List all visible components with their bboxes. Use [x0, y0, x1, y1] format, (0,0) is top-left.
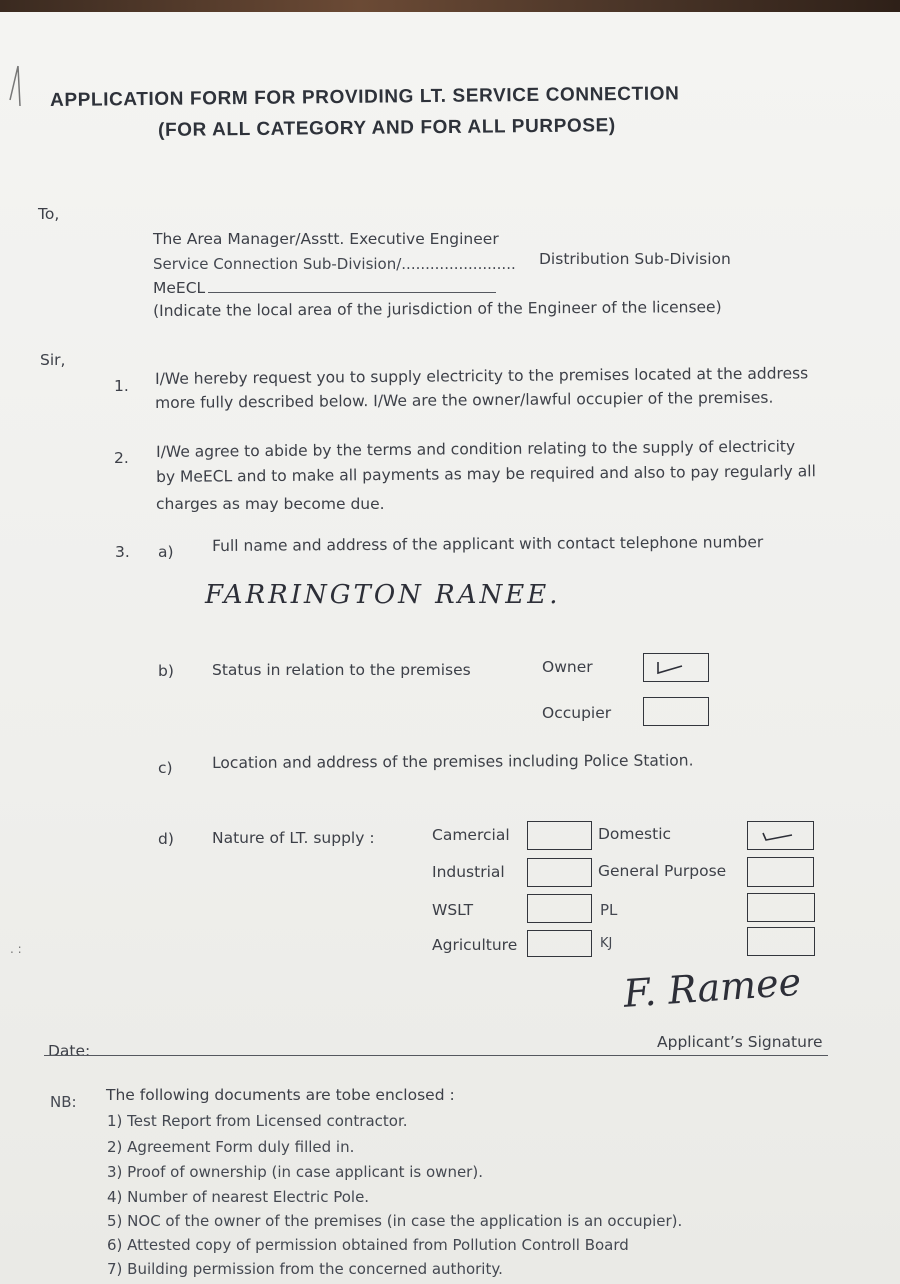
form-title-line1: APPLICATION FORM FOR PROVIDING LT. SERVICE CONNECTION	[50, 83, 680, 111]
item3d-text: Nature of LT. supply :	[212, 829, 375, 847]
to-label: To,	[38, 205, 60, 223]
agriculture-checkbox[interactable]	[527, 930, 592, 957]
addressee-line4: (Indicate the local area of the jurisdiction of the Engineer of the licensee)	[153, 298, 722, 320]
option-wslt-label: WSLT	[432, 901, 474, 919]
form-page	[0, 12, 900, 1284]
option-domestic-label: Domestic	[598, 825, 672, 843]
para1-line1: I/We hereby request you to supply electricity to the premises located at the address	[155, 364, 809, 388]
item3a-text: Full name and address of the applicant with contact telephone number	[212, 533, 764, 555]
corner-pencil-mark	[4, 60, 34, 115]
item3d-label: d)	[158, 830, 174, 848]
addressee-line2b: Distribution Sub-Division	[539, 250, 731, 268]
item3b-text: Status in relation to the premises	[212, 661, 471, 679]
para1-line2: more fully described below. I/We are the owner/lawful occupier of the premises.	[155, 388, 774, 412]
item3c-label: c)	[158, 759, 173, 777]
form-title-line2: (FOR ALL CATEGORY AND FOR ALL PURPOSE)	[158, 115, 616, 141]
nb-label: NB:	[50, 1093, 77, 1111]
occupier-checkbox[interactable]	[643, 697, 709, 726]
addressee-line1: The Area Manager/Asstt. Executive Engineer	[153, 230, 499, 248]
domestic-checkbox[interactable]	[747, 821, 814, 850]
item3-number: 3.	[115, 543, 130, 561]
signature-label: Applicant’s Signature	[657, 1033, 823, 1051]
salutation: Sir,	[40, 351, 66, 369]
para2-number: 2.	[114, 449, 129, 467]
para2-line3: charges as may become due.	[156, 495, 385, 513]
addressee-line2a: Service Connection Sub-Division/........................	[153, 255, 516, 273]
nb-item-3: 3) Proof of ownership (in case applicant is owner).	[107, 1163, 483, 1181]
general-purpose-checkbox[interactable]	[747, 857, 814, 887]
option-general-purpose-label: General Purpose	[598, 862, 727, 880]
nb-item-2: 2) Agreement Form duly filled in.	[107, 1138, 355, 1156]
nb-item-7: 7) Building permission from the concerned authority.	[107, 1260, 503, 1278]
owner-tick-mark	[654, 660, 688, 676]
meecl-blank-line	[208, 292, 496, 293]
para1-number: 1.	[114, 377, 129, 395]
option-pl-label: PL	[600, 901, 618, 919]
option-industrial-label: Industrial	[432, 863, 505, 881]
applicant-signature: F. Ramee	[622, 959, 803, 1016]
wslt-checkbox[interactable]	[527, 894, 592, 923]
domestic-tick-mark	[760, 828, 794, 844]
photo-top-edge	[0, 0, 900, 12]
occupier-label: Occupier	[542, 704, 612, 722]
date-label: Date:	[48, 1042, 91, 1060]
signature-divider	[44, 1055, 828, 1056]
commercial-checkbox[interactable]	[527, 821, 592, 850]
item3b-label: b)	[158, 662, 174, 680]
addressee-line3: MeECL	[153, 279, 206, 297]
margin-dot-mark: . :	[10, 942, 22, 956]
nb-item-6: 6) Attested copy of permission obtained from Pollution Controll Board	[107, 1236, 629, 1254]
pl-checkbox[interactable]	[747, 893, 815, 922]
nb-item-4: 4) Number of nearest Electric Pole.	[107, 1188, 370, 1206]
industrial-checkbox[interactable]	[527, 858, 592, 887]
applicant-name-handwritten: FARRINGTON RANEE.	[205, 580, 561, 610]
para2-line1: I/We agree to abide by the terms and condition relating to the supply of electricity	[156, 437, 796, 461]
owner-label: Owner	[542, 658, 593, 676]
item3a-label: a)	[158, 543, 174, 561]
option-commercial-label: Camercial	[432, 826, 510, 844]
option-agriculture-label: Agriculture	[432, 936, 518, 954]
nb-intro: The following documents are tobe enclosed :	[106, 1086, 455, 1104]
owner-checkbox[interactable]	[643, 653, 709, 682]
kj-checkbox[interactable]	[747, 927, 815, 956]
nb-item-5: 5) NOC of the owner of the premises (in case the application is an occupier).	[107, 1212, 683, 1230]
option-kj-label: KJ	[600, 936, 613, 951]
para2-line2: by MeECL and to make all payments as may be required and also to pay regularly all	[156, 462, 816, 486]
item3c-text: Location and address of the premises including Police Station.	[212, 751, 694, 772]
nb-item-1: 1) Test Report from Licensed contractor.	[107, 1112, 408, 1130]
